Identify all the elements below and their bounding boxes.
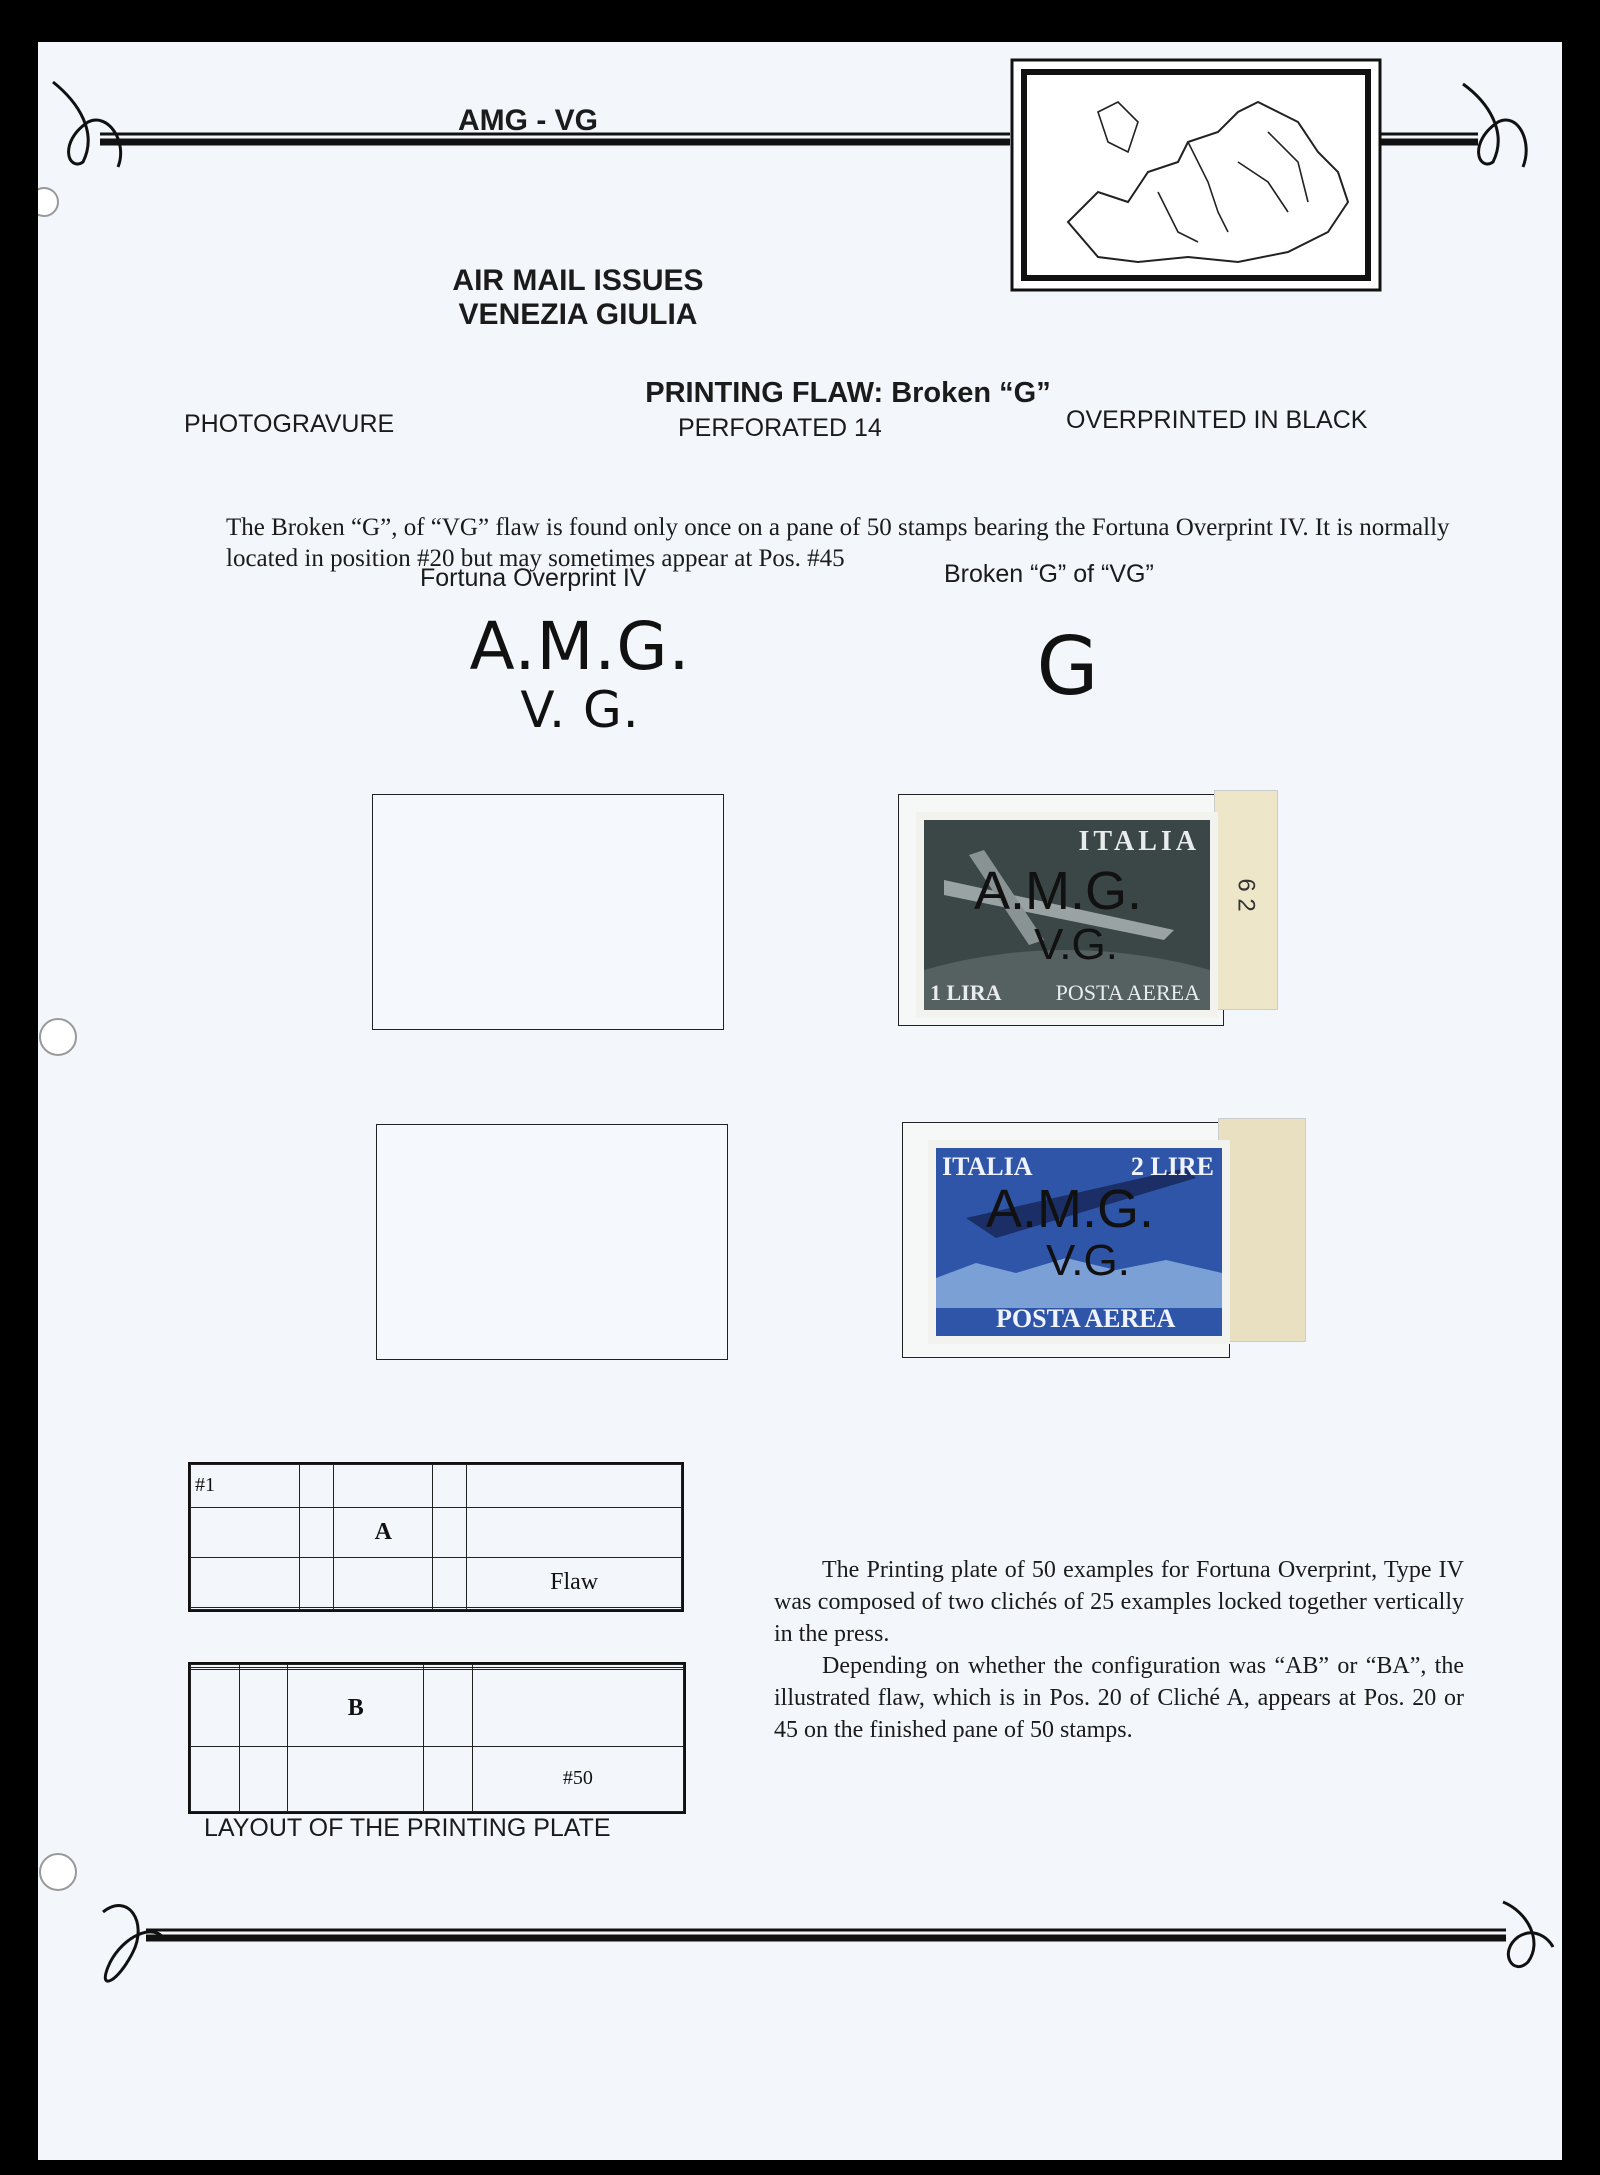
plate-explanation bbox=[774, 1554, 1464, 1746]
flaw-title: PRINTING FLAW: Broken “G” bbox=[645, 377, 1051, 409]
cliche-b-label: B bbox=[288, 1670, 424, 1746]
spec-process: PHOTOGRAVURE bbox=[184, 410, 395, 438]
stamp-2-label: POSTA AEREA bbox=[996, 1304, 1176, 1333]
grid-cell-1: #1 bbox=[191, 1465, 300, 1508]
stamp-2 bbox=[928, 1140, 1230, 1344]
section-title-line1: AIR MAIL ISSUES bbox=[452, 264, 704, 297]
flaw-description: The Broken “G”, of “VG” flaw is found only once on a pane of 50 stamps bearing the Fortuna Overprint IV. It is normally located in position #20 but may sometimes appear at Pos. #45 bbox=[226, 514, 1450, 572]
page-header-title: AMG - VG bbox=[458, 104, 598, 137]
stamp-2-overprint-1: A.M.G. bbox=[986, 1179, 1155, 1239]
overprint-line1: A.M.G. bbox=[469, 608, 691, 685]
empty-mount-1 bbox=[372, 794, 724, 1030]
spec-overprint: OVERPRINTED IN BLACK bbox=[1066, 406, 1368, 434]
paragraph-1: The Printing plate of 50 examples for Fortuna Overprint, Type IV was composed of two clichés of 25 examples locked together vertically in the press. bbox=[774, 1557, 1464, 1647]
broken-g-illustration: G bbox=[1036, 620, 1100, 713]
cliche-b-grid bbox=[188, 1662, 686, 1814]
broken-g-caption: Broken “G” of “VG” bbox=[944, 560, 1154, 588]
stamp-2-value: 2 LIRE bbox=[1130, 1152, 1214, 1181]
stamp-2-country: ITALIA bbox=[942, 1152, 1033, 1181]
cliche-a-label: A bbox=[334, 1507, 433, 1557]
stamp-1-overprint-1: A.M.G. bbox=[974, 861, 1143, 921]
stamp-1-value: 1 LIRA bbox=[930, 980, 1002, 1005]
stamp-1-label: POSTA AEREA bbox=[1055, 980, 1200, 1005]
stamp-1-overprint-2: V.G. bbox=[1034, 920, 1118, 969]
section-title-line2: VENEZIA GIULIA bbox=[458, 298, 698, 331]
flaw-cell: Flaw bbox=[467, 1558, 682, 1608]
overprint-line2: V. G. bbox=[520, 681, 640, 739]
stamp-1-selvage bbox=[1214, 790, 1278, 1010]
overprint-illustration bbox=[400, 608, 760, 739]
stamp-2-selvage bbox=[1218, 1118, 1306, 1342]
paragraph-2: Depending on whether the configuration was “AB” or “BA”, the illustrated flaw, which is in Pos. 20 of Cliché A, appears at Pos. 20 or 45 on the finished pane of 50 stamps. bbox=[774, 1653, 1464, 1743]
empty-mount-2 bbox=[376, 1124, 728, 1360]
stamp-1 bbox=[916, 812, 1218, 1018]
overprint-caption: Fortuna Overprint IV bbox=[420, 564, 647, 592]
cliche-a-grid bbox=[188, 1462, 684, 1612]
margin-number: 6 2 bbox=[1232, 878, 1260, 912]
spec-perforation: PERFORATED 14 bbox=[678, 414, 882, 442]
section-title bbox=[418, 264, 738, 332]
album-page bbox=[38, 42, 1562, 2160]
stamp-2-overprint-2: V.G. bbox=[1046, 1236, 1130, 1285]
grid-cell-50: #50 bbox=[472, 1746, 683, 1811]
plate-layout-caption: LAYOUT OF THE PRINTING PLATE bbox=[204, 1814, 611, 1842]
stamp-1-country: ITALIA bbox=[1078, 826, 1200, 857]
